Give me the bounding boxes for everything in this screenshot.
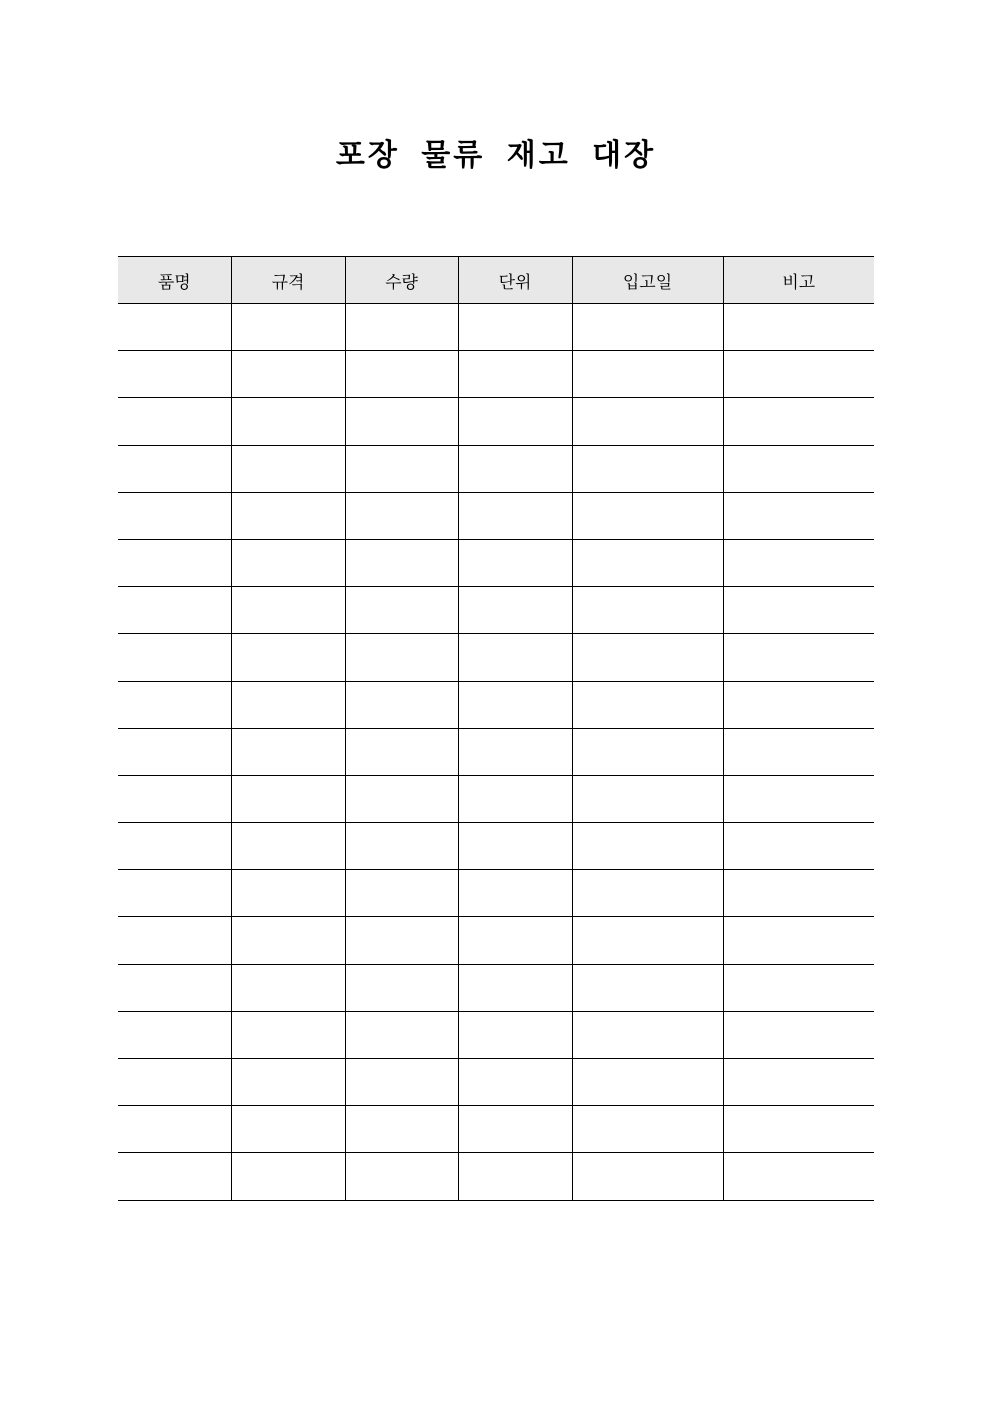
- table-cell[interactable]: [723, 775, 874, 822]
- table-cell[interactable]: [231, 634, 345, 681]
- table-cell[interactable]: [458, 492, 572, 539]
- table-cell[interactable]: [231, 351, 345, 398]
- table-cell[interactable]: [458, 398, 572, 445]
- table-cell[interactable]: [723, 681, 874, 728]
- table-row: [118, 398, 874, 445]
- inventory-ledger-table: [118, 256, 874, 1201]
- table-row: [118, 823, 874, 870]
- table-cell[interactable]: [345, 398, 458, 445]
- table-cell[interactable]: [723, 304, 874, 351]
- table-cell[interactable]: [118, 1153, 231, 1200]
- table-cell[interactable]: [345, 445, 458, 492]
- table-cell[interactable]: [231, 398, 345, 445]
- table-cell[interactable]: [118, 492, 231, 539]
- table-cell[interactable]: [723, 398, 874, 445]
- table-cell[interactable]: [345, 634, 458, 681]
- table-cell[interactable]: [118, 304, 231, 351]
- table-cell[interactable]: [723, 1106, 874, 1153]
- table-row: [118, 539, 874, 586]
- table-cell[interactable]: [458, 351, 572, 398]
- table-cell[interactable]: [231, 492, 345, 539]
- table-cell[interactable]: [572, 917, 723, 964]
- table-cell[interactable]: [345, 964, 458, 1011]
- table-cell[interactable]: [572, 964, 723, 1011]
- table-cell[interactable]: [572, 398, 723, 445]
- table-cell[interactable]: [118, 587, 231, 634]
- table-cell[interactable]: [345, 1059, 458, 1106]
- table-cell[interactable]: [458, 728, 572, 775]
- table-cell[interactable]: [723, 445, 874, 492]
- table-cell[interactable]: [572, 539, 723, 586]
- table-row: [118, 492, 874, 539]
- table-cell[interactable]: [345, 681, 458, 728]
- table-cell[interactable]: [572, 587, 723, 634]
- table-row: [118, 1153, 874, 1200]
- table-row: [118, 1106, 874, 1153]
- table-row: [118, 634, 874, 681]
- table-cell[interactable]: [723, 964, 874, 1011]
- table-cell[interactable]: [723, 870, 874, 917]
- table-cell[interactable]: [458, 445, 572, 492]
- table-cell[interactable]: [345, 539, 458, 586]
- table-cell[interactable]: [723, 634, 874, 681]
- table-cell[interactable]: [118, 351, 231, 398]
- table-cell[interactable]: [723, 539, 874, 586]
- table-cell[interactable]: [231, 445, 345, 492]
- table-cell[interactable]: [572, 870, 723, 917]
- table-cell[interactable]: [345, 492, 458, 539]
- table-row: [118, 917, 874, 964]
- page-title: 포장 물류 재고 대장: [335, 138, 657, 173]
- table-cell[interactable]: [458, 634, 572, 681]
- table-cell[interactable]: [345, 1153, 458, 1200]
- table-cell[interactable]: [231, 681, 345, 728]
- table-cell[interactable]: [723, 1011, 874, 1058]
- table-cell[interactable]: [572, 492, 723, 539]
- table-cell[interactable]: [458, 1106, 572, 1153]
- table-cell[interactable]: [118, 917, 231, 964]
- table-cell[interactable]: [572, 775, 723, 822]
- table-cell[interactable]: [345, 304, 458, 351]
- table-cell[interactable]: [118, 870, 231, 917]
- table-cell[interactable]: [345, 870, 458, 917]
- table-row: [118, 351, 874, 398]
- column-header-received-date: 입고일: [572, 257, 723, 304]
- table-cell[interactable]: [118, 634, 231, 681]
- table-row: [118, 1059, 874, 1106]
- table-cell[interactable]: [118, 728, 231, 775]
- table-cell[interactable]: [118, 1106, 231, 1153]
- table-cell[interactable]: [572, 1106, 723, 1153]
- header-row: [118, 257, 874, 304]
- table-cell[interactable]: [345, 728, 458, 775]
- table-cell[interactable]: [458, 1153, 572, 1200]
- table-cell[interactable]: [231, 775, 345, 822]
- table-cell[interactable]: [231, 1011, 345, 1058]
- table-cell[interactable]: [231, 587, 345, 634]
- column-header-remarks: 비고: [723, 257, 874, 304]
- ledger-body: [118, 304, 874, 1201]
- table-cell[interactable]: [345, 1106, 458, 1153]
- table-cell[interactable]: [458, 775, 572, 822]
- table-cell[interactable]: [723, 728, 874, 775]
- table-row: [118, 964, 874, 1011]
- table-row: [118, 304, 874, 351]
- table-cell[interactable]: [231, 870, 345, 917]
- table-cell[interactable]: [231, 1106, 345, 1153]
- table-cell[interactable]: [572, 728, 723, 775]
- table-cell[interactable]: [572, 1153, 723, 1200]
- table-cell[interactable]: [458, 587, 572, 634]
- table-cell[interactable]: [345, 775, 458, 822]
- table-cell[interactable]: [345, 1011, 458, 1058]
- table-cell[interactable]: [723, 917, 874, 964]
- table-cell[interactable]: [231, 1059, 345, 1106]
- table-row: [118, 1011, 874, 1058]
- table-cell[interactable]: [118, 445, 231, 492]
- table-cell[interactable]: [231, 964, 345, 1011]
- table-cell[interactable]: [231, 823, 345, 870]
- table-row: [118, 445, 874, 492]
- table-row: [118, 775, 874, 822]
- table-cell[interactable]: [723, 823, 874, 870]
- table-cell[interactable]: [231, 728, 345, 775]
- column-header-unit: 단위: [458, 257, 572, 304]
- table-cell[interactable]: [345, 587, 458, 634]
- table-cell[interactable]: [458, 1059, 572, 1106]
- column-header-spec: 규격: [231, 257, 345, 304]
- table-cell[interactable]: [723, 351, 874, 398]
- table-cell[interactable]: [118, 539, 231, 586]
- table-row: [118, 681, 874, 728]
- table-cell[interactable]: [118, 681, 231, 728]
- table-cell[interactable]: [572, 351, 723, 398]
- table-cell[interactable]: [345, 823, 458, 870]
- table-cell[interactable]: [572, 1011, 723, 1058]
- table-cell[interactable]: [458, 681, 572, 728]
- table-row: [118, 870, 874, 917]
- table-cell[interactable]: [118, 398, 231, 445]
- table-cell[interactable]: [458, 870, 572, 917]
- table-cell[interactable]: [231, 304, 345, 351]
- table-cell[interactable]: [458, 823, 572, 870]
- column-header-quantity: 수량: [345, 257, 458, 304]
- table-cell[interactable]: [572, 681, 723, 728]
- table-cell[interactable]: [345, 917, 458, 964]
- table-cell[interactable]: [231, 917, 345, 964]
- table-row: [118, 587, 874, 634]
- table-cell[interactable]: [118, 823, 231, 870]
- table-cell[interactable]: [118, 964, 231, 1011]
- table-cell[interactable]: [458, 304, 572, 351]
- table-cell[interactable]: [345, 351, 458, 398]
- table-cell[interactable]: [723, 587, 874, 634]
- table-cell[interactable]: [572, 1059, 723, 1106]
- table-cell[interactable]: [458, 1011, 572, 1058]
- column-header-item-name: 품명: [118, 257, 231, 304]
- table-cell[interactable]: [723, 1059, 874, 1106]
- table-cell[interactable]: [723, 492, 874, 539]
- table-cell[interactable]: [458, 917, 572, 964]
- table-cell[interactable]: [118, 775, 231, 822]
- table-cell[interactable]: [118, 1011, 231, 1058]
- table-cell[interactable]: [572, 445, 723, 492]
- table-cell[interactable]: [723, 1153, 874, 1200]
- table-cell[interactable]: [231, 1153, 345, 1200]
- table-cell[interactable]: [458, 964, 572, 1011]
- table-cell[interactable]: [231, 539, 345, 586]
- table-cell[interactable]: [458, 539, 572, 586]
- table-cell[interactable]: [118, 1059, 231, 1106]
- table-cell[interactable]: [572, 634, 723, 681]
- table-cell[interactable]: [572, 304, 723, 351]
- table-row: [118, 728, 874, 775]
- table-cell[interactable]: [572, 823, 723, 870]
